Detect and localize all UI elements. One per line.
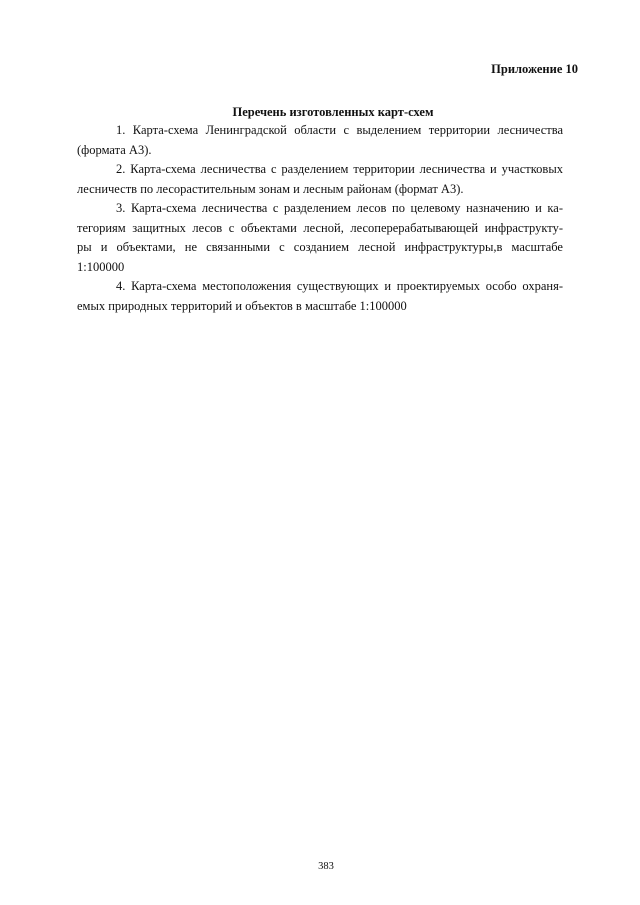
- list-item-4-line-2: емых природных территорий и объектов в масштабе 1:100000: [77, 298, 407, 313]
- list-item-4: [77, 277, 563, 316]
- list-item-2: [77, 160, 563, 199]
- list-item-3-line-1: 3. Карта-схема лесничества с разделением лесов по целевому назначению и ка-: [116, 201, 563, 215]
- list-item-3: [77, 199, 563, 277]
- list-item-3-line-4: 1:100000: [77, 259, 125, 274]
- list-item-1: [77, 121, 563, 160]
- list-item-1-line-1: 1. Карта-схема Ленинградской области с выделением территории лесничества: [116, 123, 563, 137]
- list-item-1-line-2: (формата А3).: [77, 142, 152, 157]
- list-item-4-line-1: 4. Карта-схема местоположения существующих и проектируемых особо охраня-: [116, 279, 563, 293]
- map-list: [77, 121, 563, 316]
- list-item-3-line-3: ры и объектами, не связанными с созданием лесной инфраструктуры,в масштабе: [77, 240, 563, 254]
- appendix-label: Приложение 10: [491, 62, 578, 76]
- list-item-2-line-1: 2. Карта-схема лесничества с разделением территории лесничества и участковых: [116, 162, 563, 176]
- list-item-2-line-2: лесничеств по лесорастительным зонам и лесным районам (формат А3).: [77, 181, 464, 196]
- document-title: Перечень изготовленных карт-схем: [232, 105, 434, 119]
- list-item-3-line-2: тегориям защитных лесов с объектами лесной, лесоперерабатывающей инфраструкту-: [77, 220, 563, 235]
- page-number: 383: [318, 861, 334, 872]
